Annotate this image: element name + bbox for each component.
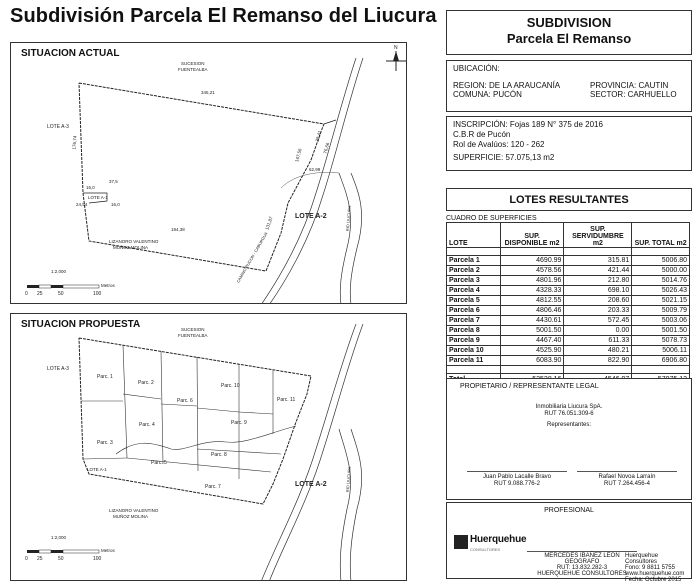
provincia: PROVINCIA: CAUTIN — [590, 81, 669, 90]
table-cell: Parcela 6 — [447, 306, 501, 316]
table-cell: Parcela 1 — [447, 256, 501, 266]
svg-text:16,0: 16,0 — [111, 202, 120, 207]
table-cell: 4328.33 — [500, 286, 564, 296]
firm-contact: Huerquehue Consultores Fono: 9 8811 5755 www.huerquehue.com Fecha: Octubre 2015 — [625, 553, 685, 583]
map-propuesta-drawing — [11, 314, 407, 581]
table-cell: 5014.76 — [632, 276, 690, 286]
table-row — [447, 356, 690, 366]
table-cell: Parcela 8 — [447, 326, 501, 336]
col-header-servidumbre: SUP. SERVIDUMBRE m2 — [564, 223, 632, 248]
table-cell: Parcela 2 — [447, 266, 501, 276]
table-row — [447, 346, 690, 356]
svg-text:176,74: 176,74 — [71, 135, 78, 150]
parcel-label: Parc. 10 — [221, 383, 240, 389]
inscripcion-fojas: INSCRIPCIÓN: Fojas 189 N° 375 de 2016 — [453, 120, 603, 129]
table-row — [447, 306, 690, 316]
inscripcion-rol: Rol de Avalúos: 120 - 262 — [453, 140, 545, 149]
page-title: Subdivisión Parcela El Remanso del Liucura — [10, 5, 437, 27]
svg-text:LIZANORO VALENTINO: LIZANORO VALENTINO — [109, 508, 159, 513]
table-cell: Parcela 7 — [447, 316, 501, 326]
inscripcion-cbr: C.B.R de Pucón — [453, 130, 511, 139]
ubicacion-header: UBICACIÓN: — [453, 64, 500, 73]
superficies-table — [446, 222, 690, 385]
ubicacion-box — [446, 60, 692, 112]
svg-text:MUÑOZ MOLINA: MUÑOZ MOLINA — [113, 245, 149, 250]
table-header-row — [447, 223, 690, 248]
table-cell: 698.10 — [564, 286, 632, 296]
table-row — [447, 266, 690, 276]
parcel-label: Parc. 2 — [138, 380, 154, 386]
huerquehue-logo: Huerquehue CONSULTORES — [454, 531, 524, 553]
svg-text:SUCESION: SUCESION — [181, 327, 205, 332]
table-spacer — [447, 366, 690, 374]
svg-text:100: 100 — [93, 556, 102, 562]
parcel-label: Parc. 5 — [151, 460, 167, 466]
col-header-total: SUP. TOTAL m2 — [632, 223, 690, 248]
table-cell: 4690.99 — [500, 256, 564, 266]
signer-name: Rafael Novoa Larraín — [598, 474, 656, 480]
table-cell: 5026.43 — [632, 286, 690, 296]
parcel-boundary — [79, 338, 311, 504]
table-cell: 480.21 — [564, 346, 632, 356]
signer-name: Juan Pablo Lacalle Bravo — [482, 474, 552, 480]
company-rut: RUT 76.051.309-6 — [544, 411, 594, 417]
parcel-label: Parc. 9 — [231, 420, 247, 426]
table-cell: 315.81 — [564, 256, 632, 266]
signer-rut: RUT 7.264.456-4 — [604, 481, 650, 487]
parcel-label: Parc. 8 — [211, 452, 227, 458]
profesional-box — [446, 502, 692, 583]
region: REGION: DE LA ARAUCANÍA — [453, 81, 561, 90]
svg-text:37,5: 37,5 — [109, 179, 118, 184]
signature-block-2 — [577, 471, 677, 488]
propietario-header: PROPIETARIO / REPRESENTANTE LEGAL — [460, 383, 599, 390]
svg-text:16,0: 16,0 — [86, 185, 95, 190]
svg-text:LOTE A-3: LOTE A-3 — [47, 366, 69, 372]
map-situacion-propuesta — [10, 313, 407, 581]
svg-text:24,54: 24,54 — [76, 202, 88, 207]
svg-text:0: 0 — [25, 291, 28, 297]
table-cell: 5000.00 — [632, 266, 690, 276]
svg-text:50: 50 — [58, 556, 64, 562]
svg-text:25: 25 — [37, 291, 43, 297]
parcel-divisions — [81, 345, 296, 479]
profesional-signature: MERCEDES IBAÑEZ LEON GEOGRAFO RUT: 13.832.282-3 HUERQUEHUE CONSULTORES — [527, 551, 637, 577]
table-cell: 4801.96 — [500, 276, 564, 286]
table-cell: 6906.80 — [632, 356, 690, 366]
table-cell: 203.33 — [564, 306, 632, 316]
north-arrow-icon — [386, 45, 406, 71]
svg-text:FUENTEALBA: FUENTEALBA — [178, 67, 208, 72]
parcel-label: Parc. 3 — [97, 440, 113, 446]
cuadro-caption: CUADRO DE SUPERFICIES — [446, 215, 537, 222]
table-row — [447, 296, 690, 306]
table-row — [447, 276, 690, 286]
signature-block-1 — [467, 471, 567, 488]
svg-text:LOTE A-3: LOTE A-3 — [47, 124, 69, 130]
table-row — [447, 326, 690, 336]
inscripcion-box — [446, 116, 692, 171]
parcel-label: Parc. 11 — [277, 397, 296, 403]
scale-bar — [25, 535, 116, 562]
svg-text:1:2,000: 1:2,000 — [51, 535, 67, 540]
table-cell: Parcela 4 — [447, 286, 501, 296]
svg-text:MUÑOZ MOLINA: MUÑOZ MOLINA — [113, 514, 149, 519]
table-row — [447, 336, 690, 346]
sector: SECTOR: CARHUELLO — [590, 90, 677, 99]
subdivision-title-box — [446, 10, 692, 55]
camino-road — [261, 324, 363, 581]
table-cell: 4812.55 — [500, 296, 564, 306]
table-cell: 5001.50 — [500, 326, 564, 336]
table-cell: Parcela 11 — [447, 356, 501, 366]
svg-text:345,21: 345,21 — [201, 90, 215, 95]
company-name: Inmobiliaria Liucura SpA. — [535, 404, 603, 410]
comuna: COMUNA: PUCÓN — [453, 90, 522, 99]
table-row — [447, 286, 690, 296]
parcel-label: Parc. 4 — [139, 422, 155, 428]
col-header-disponible: SUP. DISPONIBLE m2 — [500, 223, 564, 248]
svg-text:RIO LIUCURA: RIO LIUCURA — [344, 466, 352, 493]
propietario-box — [446, 378, 692, 500]
table-cell: 611.33 — [564, 336, 632, 346]
subdivision-title: SUBDIVISION — [526, 15, 612, 30]
svg-text:194,38: 194,38 — [171, 227, 185, 232]
svg-text:CAMINO PUCON - CABURGUA: CAMINO PUCON - CABURGUA — [235, 231, 269, 284]
svg-text:LOTE A-1: LOTE A-1 — [88, 195, 108, 200]
signer-rut: RUT 9.088.776-2 — [494, 481, 540, 487]
parcel-label: Parc. 7 — [205, 484, 221, 490]
table-cell: 4430.61 — [500, 316, 564, 326]
superficie: SUPERFICIE: 57.075,13 m2 — [453, 153, 555, 162]
table-cell: 4467.40 — [500, 336, 564, 346]
svg-text:131,87: 131,87 — [264, 215, 274, 231]
svg-text:25: 25 — [37, 556, 43, 562]
table-cell: Parcela 3 — [447, 276, 501, 286]
table-cell: 4525.90 — [500, 346, 564, 356]
table-row — [447, 316, 690, 326]
svg-text:SUCESION: SUCESION — [181, 61, 205, 66]
table-cell: 6083.90 — [500, 356, 564, 366]
svg-text:N: N — [394, 45, 398, 51]
rio-liucura — [339, 173, 362, 304]
svg-text:Metros: Metros — [101, 283, 115, 288]
svg-text:76,66: 76,66 — [322, 142, 331, 155]
scale-bar — [25, 269, 116, 297]
table-cell: 5009.79 — [632, 306, 690, 316]
table-spacer — [447, 248, 690, 256]
table-cell: 421.44 — [564, 266, 632, 276]
svg-text:Metros: Metros — [101, 548, 115, 553]
map-situacion-actual — [10, 42, 407, 304]
heading-situacion-propuesta: SITUACION PROPUESTA — [21, 319, 141, 330]
table-cell: Parcela 5 — [447, 296, 501, 306]
svg-text:50: 50 — [58, 291, 64, 297]
camino-road — [261, 58, 363, 304]
svg-text:LOTE A-1: LOTE A-1 — [87, 467, 107, 472]
table-cell: 208.60 — [564, 296, 632, 306]
table-cell: 5006.11 — [632, 346, 690, 356]
col-header-lote: LOTE — [447, 223, 501, 248]
map-actual-drawing — [11, 43, 407, 304]
svg-text:LOTE A-2: LOTE A-2 — [295, 213, 327, 220]
logo-mountain-icon — [454, 535, 468, 549]
lotes-resultantes-heading: LOTES RESULTANTES — [446, 188, 692, 211]
table-cell: Parcela 9 — [447, 336, 501, 346]
table-cell: 4806.46 — [500, 306, 564, 316]
heading-situacion-actual: SITUACION ACTUAL — [21, 48, 120, 59]
table-cell: 212.80 — [564, 276, 632, 286]
table-cell: 5078.73 — [632, 336, 690, 346]
table-cell: 5021.15 — [632, 296, 690, 306]
svg-text:RIO LIUCURA: RIO LIUCURA — [344, 205, 352, 232]
table-cell: 0.00 — [564, 326, 632, 336]
table-cell: 4578.56 — [500, 266, 564, 276]
svg-text:62,99: 62,99 — [309, 167, 321, 172]
svg-text:LOTE A-2: LOTE A-2 — [295, 481, 327, 488]
table-cell: 822.90 — [564, 356, 632, 366]
svg-text:1:2,000: 1:2,000 — [51, 269, 67, 274]
table-cell: Parcela 10 — [447, 346, 501, 356]
table-cell: 5001.50 — [632, 326, 690, 336]
subdivision-subtitle: Parcela El Remanso — [506, 31, 632, 46]
table-row — [447, 256, 690, 266]
table-cell: 5003.06 — [632, 316, 690, 326]
parcel-label: Parc. 1 — [97, 374, 113, 380]
svg-text:28,41: 28,41 — [314, 130, 323, 143]
table-cell: 5006.80 — [632, 256, 690, 266]
svg-text:100: 100 — [93, 291, 102, 297]
svg-text:FUENTEALBA: FUENTEALBA — [178, 333, 208, 338]
svg-text:0: 0 — [25, 556, 28, 562]
rio-liucura — [339, 429, 362, 581]
svg-text:167,56: 167,56 — [294, 147, 303, 163]
svg-text:LIZANORO VALENTINO: LIZANORO VALENTINO — [109, 239, 159, 244]
representantes-label: Representantes: — [546, 422, 592, 428]
parcel-label: Parc. 6 — [177, 398, 193, 404]
table-cell: 572.45 — [564, 316, 632, 326]
profesional-header: PROFESIONAL — [544, 507, 594, 514]
